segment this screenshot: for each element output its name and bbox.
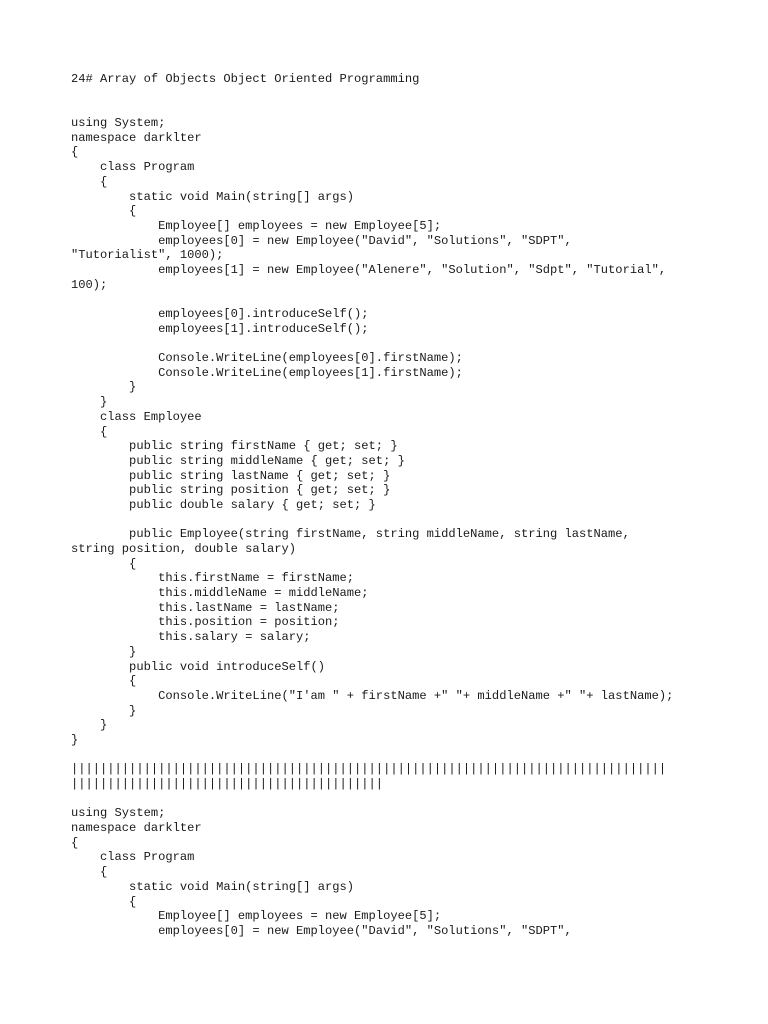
code-line: } xyxy=(71,380,137,395)
code-line: { xyxy=(71,865,108,880)
code-line: { xyxy=(71,835,79,850)
code-line: public void introduceSelf() xyxy=(71,659,326,674)
code-line xyxy=(71,101,761,116)
code-line: employees[1] = new Employee("Alenere", "Solution", "Sdpt", "Tutorial", xyxy=(71,262,667,277)
code-line: this.salary = salary; xyxy=(71,630,311,645)
code-line: using System; xyxy=(71,806,166,821)
code-line: } xyxy=(71,395,108,410)
code-line: 24# Array of Objects Object Oriented Programming xyxy=(71,72,420,86)
code-line: Employee[] employees = new Employee[5]; xyxy=(71,218,442,233)
code-line: { xyxy=(71,894,137,909)
code-line xyxy=(71,292,761,307)
code-line xyxy=(71,748,761,763)
code-line: class Program xyxy=(71,160,195,175)
code-line: employees[0] = new Employee("David", "Solutions", "SDPT", xyxy=(71,923,572,938)
code-line: public string firstName { get; set; } xyxy=(71,439,398,454)
code-line: static void Main(string[] args) xyxy=(71,879,355,894)
code-line: employees[0] = new Employee("David", "Solutions", "SDPT", xyxy=(71,233,572,248)
code-line: class Program xyxy=(71,850,195,865)
code-line: this.lastName = lastName; xyxy=(71,600,340,615)
code-line: ||||||||||||||||||||||||||||||||||||||||||| xyxy=(71,777,384,791)
code-line: } xyxy=(71,718,108,733)
code-line: public string position { get; set; } xyxy=(71,483,391,498)
code-line: 100); xyxy=(71,277,108,292)
code-line: namespace darklter xyxy=(71,821,202,836)
code-line: this.middleName = middleName; xyxy=(71,586,369,601)
code-line: Console.WriteLine("I'am " + firstName +" "+ middleName +" "+ lastName); xyxy=(71,688,674,703)
code-line: { xyxy=(71,556,137,571)
code-line: { xyxy=(71,174,108,189)
code-line: namespace darklter xyxy=(71,130,202,145)
code-line: class Employee xyxy=(71,409,202,424)
code-line xyxy=(71,792,761,807)
code-line: public string middleName { get; set; } xyxy=(71,453,405,468)
code-line: Employee[] employees = new Employee[5]; xyxy=(71,909,442,924)
code-line: employees[1].introduceSelf(); xyxy=(71,321,369,336)
code-line: { xyxy=(71,204,137,219)
code-line: public Employee(string firstName, string middleName, string lastName, xyxy=(71,527,630,542)
code-line: } xyxy=(71,644,137,659)
code-line xyxy=(71,513,761,528)
code-line: string position, double salary) xyxy=(71,542,296,556)
code-line: Console.WriteLine(employees[0].firstName); xyxy=(71,351,463,366)
code-line: |||||||||||||||||||||||||||||||||||||||||||||||||||||||||||||||||||||||||||||||||| xyxy=(71,762,667,777)
code-line: } xyxy=(71,732,79,747)
code-line: Console.WriteLine(employees[1].firstName); xyxy=(71,365,463,380)
code-line: "Tutorialist", 1000); xyxy=(71,248,224,263)
code-line: this.position = position; xyxy=(71,615,340,630)
code-line: employees[0].introduceSelf(); xyxy=(71,307,369,321)
code-line: public double salary { get; set; } xyxy=(71,497,376,512)
code-line: } xyxy=(71,703,137,718)
code-line: public string lastName { get; set; } xyxy=(71,468,391,483)
code-line xyxy=(71,87,761,102)
code-line: { xyxy=(71,674,137,689)
code-text-block xyxy=(71,72,761,939)
code-line: { xyxy=(71,145,79,160)
code-line xyxy=(71,336,761,351)
code-line: static void Main(string[] args) xyxy=(71,189,355,204)
code-line: this.firstName = firstName; xyxy=(71,571,355,586)
code-line: { xyxy=(71,424,108,439)
code-line: using System; xyxy=(71,116,166,131)
